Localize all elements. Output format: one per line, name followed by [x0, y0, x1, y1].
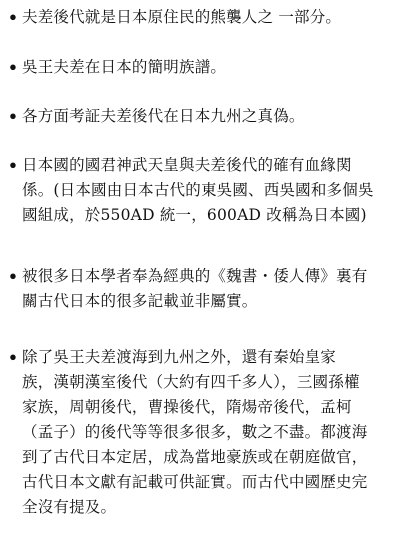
list-item-text [22, 55, 400, 80]
text-line: 係。(日本國由日本古代的東吳國、西吳國和多個吳 [22, 181, 374, 199]
text-line: 國組成，於550AD 統一，600AD 改稱為日本國) [22, 206, 367, 224]
bullet-icon: • [8, 8, 19, 27]
bullet-icon: • [8, 156, 19, 175]
text-line: 各方面考証夫差後代在日本九州之真偽。 [22, 107, 305, 125]
text-line: 到了古代日本定居，成為當地豪族或在朝庭做官， [22, 448, 368, 466]
bullet-icon: • [8, 267, 19, 286]
list-item-text [22, 345, 400, 520]
text-line: 族，漢朝漢室後代（大約有四千多人），三國孫權 [22, 373, 360, 391]
list-item-text [22, 5, 400, 30]
list-item-text [22, 264, 400, 314]
bullet-icon: • [8, 107, 19, 126]
text-line: 吳王夫差在日本的簡明族譜。 [22, 58, 227, 76]
text-line: 夫差後代就是日本原住民的熊襲人之 一部分。 [22, 8, 342, 26]
list-item-text [22, 153, 400, 228]
bullet-icon: • [8, 58, 19, 77]
text-line: 家族，周朝後代，曹操後代，隋煬帝後代，孟柯 [22, 398, 352, 416]
text-line: 除了吳王夫差渡海到九州之外，還有秦始皇家 [22, 348, 337, 366]
text-line: 全沒有提及。 [22, 498, 117, 516]
text-line: 關古代日本的很多記載並非屬實。 [22, 292, 258, 310]
bullet-icon: • [8, 348, 19, 367]
text-line: 古代日本文獻有記載可供証實。而古代中國歷史完 [22, 473, 368, 491]
list-item-text [22, 104, 400, 129]
text-line: 被很多日本學者奉為經典的《魏書・倭人傳》裏有 [22, 267, 368, 285]
text-line: 日本國的國君神武天皇與夫差後代的確有血緣関 [22, 156, 352, 174]
text-line: （孟子）的後代等等很多很多，數之不盡。都渡海 [22, 423, 368, 441]
